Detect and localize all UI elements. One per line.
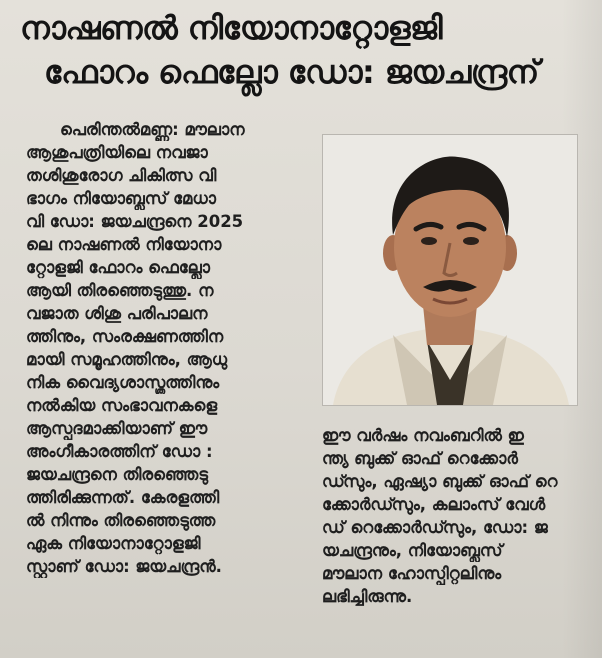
article-line: ൽ നിന്നും തിരഞ്ഞെടുത്ത [26, 511, 216, 530]
portrait-photo [322, 134, 578, 406]
article-line: സ്റ്റാണ് ഡോ: ജയചന്ദ്രൻ. [26, 557, 222, 576]
article-line: ക്കോർഡ്സും, കലാംസ് വേൾ [322, 495, 546, 514]
article-line: വി ഡോ: ജയചന്ദ്രനെ 2025 [26, 212, 244, 231]
headline-line-1: നാഷണൽ നിയോനാറ്റോളജി [20, 9, 443, 47]
article-line: ത്തിരിക്കുന്നത്. കേരളത്തി [26, 488, 220, 507]
article-line: ആസ്പദമാക്കിയാണ് ഈ [26, 419, 208, 438]
article-line: ഡ് റെക്കോർഡ്സും, ഡോ: ജ [322, 518, 548, 537]
article-line: റ്റോളജി ഫോറം ഫെല്ലോ [26, 258, 211, 277]
article-line: ആയി തിരഞ്ഞെടുത്തു. ന [26, 281, 214, 300]
article-line: യചന്ദ്രനും, നിയോബ്ലസ് [322, 541, 503, 560]
article-line: ലെ നാഷണൽ നിയോനാ [26, 235, 222, 254]
article-line: തശിശുരോഗ ചികിത്സ വി [26, 166, 217, 185]
article-line: ലഭിച്ചിരുന്നു. [322, 587, 413, 606]
article-line: നൽകിയ സംഭാവനകളെ [26, 396, 218, 415]
article-line: ഭാഗം നിയോബ്ലസ് മേധാ [26, 189, 217, 208]
article-line: ത്തിനും, സംരക്ഷണത്തിന [26, 327, 224, 346]
article-line: ആശുപത്രിയിലെ നവജാ [26, 143, 208, 162]
article-line: ന്ത്യ ബുക്ക് ഓഫ് റെക്കോർ [322, 449, 518, 468]
headline-line-2: ഫോറം ഫെല്ലോ ഡോ: ജയചന്ദ്രന് [44, 53, 539, 91]
article-line: ഏക നിയോനാറ്റോളജി [26, 534, 201, 553]
article-line: ജയചന്ദ്രനെ തിരഞ്ഞെടു [26, 465, 208, 484]
article-line: മൗലാന ഹോസ്പിറ്റലിനും [322, 564, 502, 583]
article-line: പെരിന്തൽമണ്ണ: മൗലാന [60, 120, 245, 139]
article-line: വജാത ശിശു പരിപാലന [26, 304, 208, 323]
article-line: ഈ വർഷം നവംബറിൽ ഇ [322, 426, 524, 445]
article-column-left [26, 118, 314, 578]
article-column-right [322, 424, 594, 608]
portrait-photo-graphic [323, 135, 577, 405]
article-line: ഡ്സും, ഏഷ്യാ ബുക്ക് ഓഫ് റെ [322, 472, 558, 491]
headline [20, 6, 580, 94]
article-line: അംഗീകാരത്തിന് ഡോ : [26, 442, 213, 461]
article-line: നിക വൈദ്യശാസ്ത്രത്തിനും [26, 373, 220, 392]
article-line: മായി സമൂഹത്തിനും, ആധു [26, 350, 228, 369]
